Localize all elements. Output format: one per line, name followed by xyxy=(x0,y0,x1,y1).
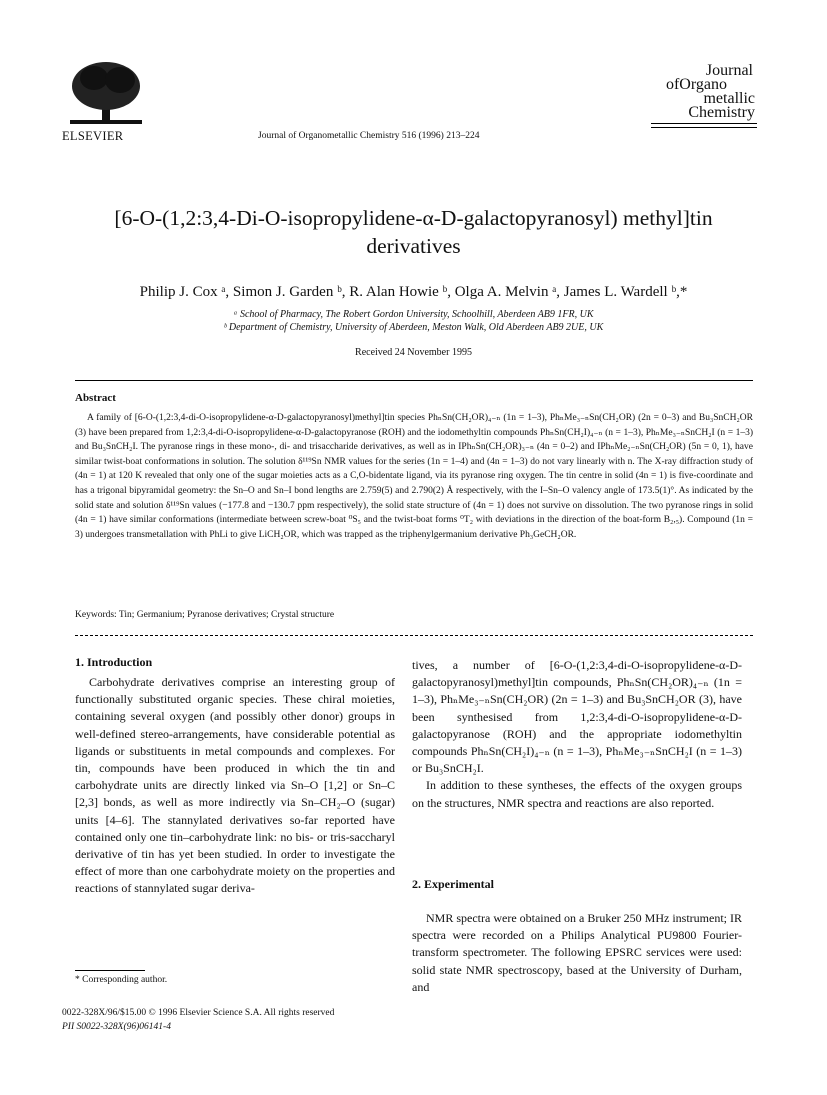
author-list: Philip J. Cox ᵃ, Simon J. Garden ᵇ, R. Alan Howie ᵇ, Olga A. Melvin ᵃ, James L. Wardell ᵇ,* xyxy=(139,284,688,300)
paragraph: In addition to these syntheses, the effects of the oxygen groups on the structures, NMR spectra and reactions are also reported. xyxy=(412,778,742,810)
journal-logo-line: ofOrgano xyxy=(665,76,727,93)
experimental-column xyxy=(412,910,742,996)
section-heading-experimental: 2. Experimental xyxy=(412,877,494,891)
copyright-block xyxy=(62,1006,334,1034)
keywords: Keywords: Tin; Germanium; Pyranose derivatives; Crystal structure xyxy=(75,610,335,620)
paragraph: tives, a number of [6-O-(1,2:3,4-di-O-isopropylidene-α-D-galactopyranosyl)methyl]tin compounds, PhₙSn(CH₂OR)₄₋ₙ (1n = 1–3), PhₙMe₃₋ₙSn(CH₂OR) (2n = 1–3) and Bu₃SnCH₂OR (3), have been synthesised from 1,2:3,4-di-O-isopropylidene-α-D-galactopyranose (ROH) and the appropriate iodomethyltin compounds PhₙSn(CH₂I)₄₋ₙ (n = 1–3), PhₙMe₃₋ₙSnCH₂I (n = 1–3) or Bu₃SnCH₂I. xyxy=(412,658,742,776)
abstract-text: A family of [6-O-(1,2:3,4-di-O-isopropylidene-α-D-galactopyranosyl)methyl]tin species PhₙSn(CH₂OR)₄₋ₙ (1n = 1–3), PhₙMe₃₋ₙSn(CH₂OR) (2n = 0–3) and Bu₃SnCH₂OR (3) have been prepared from 1,2:3,4-di-O-isopropylidene-α-D-galactopyranose (ROH) and the iodomethyltin compounds PhₙSn(CH₂I)₄₋ₙ (n = 1–3), PhₙMe₃₋ₙSnCH₂I (n = 1–3) and Bu₃SnCH₂I. The pyranose rings in these mono-, di- and trisaccharide derivatives, as well as in IPhₙSn(CH₂OR)₃₋ₙ (4n = 0–2) and IPhₙMe₂₋ₙSn(CH₂OR) (5n = 0, 1), have similar twist-boat conformations in solution. The solution δ¹¹⁹Sn NMR values for the series (1n = 1–4) and (4n = 1–3) do not vary linearly with n. The X-ray diffraction study of (4n = 1) at 120 K revealed that only one of the sugar moieties acts as a C,O-bidentate ligand, via its pyranose ring oxygen. The tin centre in solid (4n = 1) is five-coordinate and has a trigonal bipyramidal geometry: the Sn–O and Sn–I bond lengths are 2.759(5) and 2.790(2) Å respectively, with the I–Sn–O valency angle of 173.5(1)°. As indicated by the solid state and solution δ¹¹⁹Sn values (−177.8 and −130.7 ppm respectively), the solid state structure of (4n = 1) does not survive on dissolution. The two pyranose rings in solid (4n = 1) have similar conformations (intermediate between screw-boat ⁰S₅ and the twist-boat forms ⁰T₂ with deviations in the direction of the boat-form B₂,₅). Compound (1n = 3) undergoes transmetallation with PhLi to give LiCH₂OR, which was trapped as the triphenylgermanium derivative Ph₃GeCH₂OR. xyxy=(75,413,753,540)
paragraph: NMR spectra were obtained on a Bruker 250 MHz instrument; IR spectra were recorded on a Philips Analytical PU9800 Fourier-transform spectrometer. The following EPSRC services were used: solid state NMR spectroscopy, based at the University of Durham, and xyxy=(412,911,742,994)
footnote: * Corresponding author. xyxy=(75,975,168,985)
pii-line: PII S0022-328X(96)06141-4 xyxy=(62,1022,171,1032)
right-column-top xyxy=(412,657,742,812)
divider xyxy=(75,635,753,636)
journal-logo-rule xyxy=(651,123,757,124)
received-date: Received 24 November 1995 xyxy=(355,347,472,358)
affiliation-a: ᵃ School of Pharmacy, The Robert Gordon University, Schoolhill, Aberdeen AB9 1FR, UK xyxy=(233,309,594,320)
copyright-line: 0022-328X/96/$15.00 © 1996 Elsevier Science S.A. All rights reserved xyxy=(62,1008,335,1018)
journal-logo-rule xyxy=(651,127,757,128)
publisher-name: ELSEVIER xyxy=(62,129,124,143)
affiliation-b: ᵇ Department of Chemistry, University of Aberdeen, Meston Walk, Old Aberdeen AB9 2UE, UK xyxy=(223,322,604,333)
divider xyxy=(75,380,753,381)
journal-citation: Journal of Organometallic Chemistry 516 (1996) 213–224 xyxy=(258,131,480,141)
article-title: [6-O-(1,2:3,4-Di-O-isopropylidene-α-D-galactopyranosyl) methyl]tin derivatives xyxy=(114,206,713,258)
journal-logo-line: Journal xyxy=(705,62,753,79)
paragraph: Carbohydrate derivatives comprise an interesting group of functionally substituted organic species. These chiral moieties, containing several oxygen (and possibly other donor) groups in well-defined stereo-arrangements, have considerable potential as ligands or substituents in metal compounds and complexes. For tin, compounds have been produced in which the tin and carbohydrate units are directly linked via Sn–O [1,2] or Sn–C [2,3] bonds, as well as more indirectly via Sn–CH₂–O (sugar) units [4–6]. The stannylated derivatives so-far reported have contained only one tin–carbohydrate link: no bis- or tris-saccharyl derivative of tin has yet been studied. In order to investigate the effect of more than one carbohydrate moiety on the properties and reactions of stannylated sugar deriva- xyxy=(75,675,395,896)
intro-column xyxy=(75,674,395,898)
footnote-rule xyxy=(75,970,145,971)
section-heading-introduction: 1. Introduction xyxy=(75,655,153,669)
elsevier-tree-logo xyxy=(66,58,146,128)
abstract-heading: Abstract xyxy=(75,392,116,404)
journal-logo xyxy=(645,64,755,120)
journal-logo-line: metallic xyxy=(703,90,755,107)
journal-logo-line: Chemistry xyxy=(688,104,755,121)
